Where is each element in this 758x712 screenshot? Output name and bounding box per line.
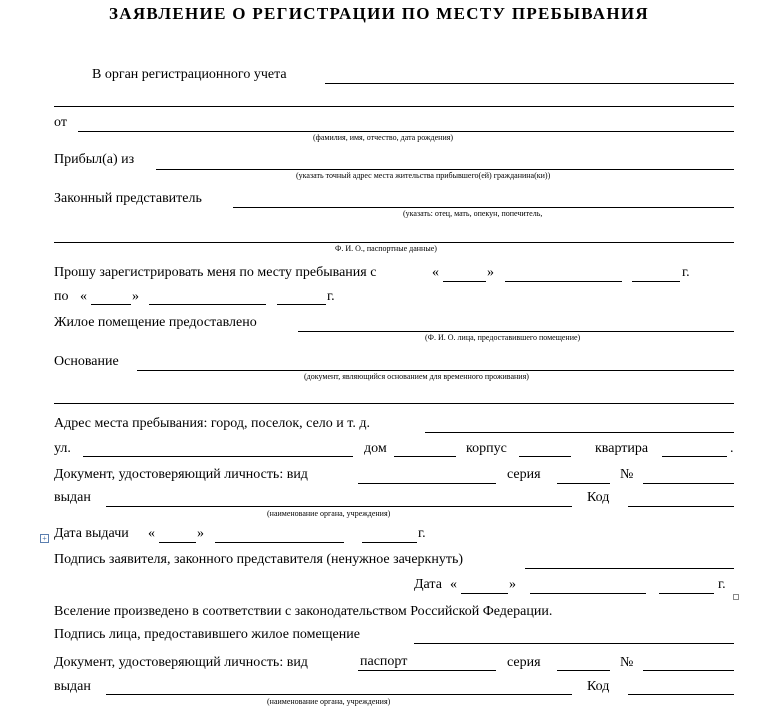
provider-signature-label: Подпись лица, предоставившего жилое помещение [54, 627, 360, 642]
address-field[interactable] [425, 432, 734, 433]
rep-caption-2: Ф. И. О., паспортные данные) [335, 244, 437, 253]
authority-field-line2[interactable] [54, 106, 734, 107]
building-label: корпус [466, 441, 507, 456]
issue-day-open-quote: « [148, 526, 155, 541]
arrived-caption: (указать точный адрес места жительства прибывшего(ей) гражданина(ки)) [296, 171, 551, 180]
issued-caption: (наименование органа, учреждения) [267, 509, 391, 518]
apartment-label: квартира [595, 441, 649, 456]
from-month-field[interactable] [505, 281, 622, 282]
cell-end-marker [733, 594, 739, 600]
sign-day-close-quote: » [509, 577, 516, 592]
address-period: . [730, 441, 734, 456]
from-year-field[interactable] [632, 281, 680, 282]
authority-label: В орган регистрационного учета [92, 67, 287, 82]
until-day-open-quote: « [80, 289, 87, 304]
basis-caption: (документ, являющийся основанием для временного проживания) [304, 372, 529, 381]
basis-label: Основание [54, 354, 119, 369]
address-label: Адрес места пребывания: город, поселок, село и т. д. [54, 416, 370, 431]
provider-code-field[interactable] [628, 694, 734, 695]
code-label: Код [587, 490, 610, 505]
provider-number-label: № [620, 655, 634, 670]
house-field[interactable] [394, 456, 456, 457]
house-label: дом [364, 441, 387, 456]
provider-issued-label: выдан [54, 679, 91, 694]
provider-issued-caption: (наименование органа, учреждения) [267, 697, 391, 706]
rep-caption: (указать: отец, мать, опекун, попечитель, [403, 209, 543, 218]
sign-day-field[interactable] [461, 593, 508, 594]
from-label: от [54, 115, 67, 130]
arrived-field[interactable] [156, 169, 734, 170]
id-doc-label: Документ, удостоверяющий личность: вид [54, 467, 308, 482]
id-doc-type-field[interactable] [358, 483, 496, 484]
provider-issued-field[interactable] [106, 694, 572, 695]
from-day-close-quote: » [487, 265, 494, 280]
settlement-text: Вселение произведено в соответствии с законодательством Российской Федерации. [54, 604, 553, 619]
until-day-close-quote: » [132, 289, 139, 304]
table-move-handle-icon[interactable]: + [40, 534, 49, 543]
until-year-field[interactable] [277, 304, 326, 305]
issued-field[interactable] [106, 506, 572, 507]
provider-id-doc-type-field[interactable] [358, 670, 496, 671]
street-label: ул. [54, 441, 71, 456]
basis-field[interactable] [137, 370, 734, 371]
issue-month-field[interactable] [215, 542, 344, 543]
sign-day-open-quote: « [450, 577, 457, 592]
street-field[interactable] [83, 456, 353, 457]
issue-year-field[interactable] [362, 542, 417, 543]
until-label: по [54, 289, 69, 304]
building-field[interactable] [519, 456, 571, 457]
request-text: Прошу зарегистрировать меня по месту пребывания с [54, 265, 377, 280]
provider-number-field[interactable] [643, 670, 734, 671]
rep-field-line2[interactable] [54, 242, 734, 243]
issue-date-label: Дата выдачи [54, 526, 129, 541]
housing-field[interactable] [298, 331, 734, 332]
sign-year-suffix: г. [718, 577, 726, 592]
basis-field-line2[interactable] [54, 403, 734, 404]
rep-field[interactable] [233, 207, 734, 208]
issue-day-field[interactable] [159, 542, 196, 543]
from-day-open-quote: « [432, 265, 439, 280]
issued-label: выдан [54, 490, 91, 505]
until-year-suffix: г. [327, 289, 335, 304]
until-day-field[interactable] [91, 304, 131, 305]
until-month-field[interactable] [149, 304, 266, 305]
provider-code-label: Код [587, 679, 610, 694]
housing-caption: (Ф. И. О. лица, предоставившего помещение) [425, 333, 581, 342]
apartment-field[interactable] [662, 456, 727, 457]
sign-year-field[interactable] [659, 593, 714, 594]
series-label: серия [507, 467, 541, 482]
from-year-suffix: г. [682, 265, 690, 280]
arrived-label: Прибыл(а) из [54, 152, 135, 167]
provider-series-label: серия [507, 655, 541, 670]
provider-id-doc-type-value[interactable]: паспорт [360, 654, 408, 669]
number-label: № [620, 467, 634, 482]
authority-field[interactable] [325, 83, 734, 84]
series-field[interactable] [557, 483, 610, 484]
signature-label: Подпись заявителя, законного представителя (ненужное зачеркнуть) [54, 552, 464, 567]
date-label: Дата [414, 577, 442, 592]
provider-signature-field[interactable] [414, 643, 734, 644]
provider-id-doc-label: Документ, удостоверяющий личность: вид [54, 655, 308, 670]
issue-year-suffix: г. [418, 526, 426, 541]
housing-label: Жилое помещение предоставлено [54, 315, 257, 330]
form-title: ЗАЯВЛЕНИЕ О РЕГИСТРАЦИИ ПО МЕСТУ ПРЕБЫВАНИЯ [109, 4, 649, 23]
signature-field[interactable] [525, 568, 734, 569]
number-field[interactable] [643, 483, 734, 484]
sign-month-field[interactable] [530, 593, 646, 594]
from-caption: (фамилия, имя, отчество, дата рождения) [313, 133, 454, 142]
issue-day-close-quote: » [197, 526, 204, 541]
provider-series-field[interactable] [557, 670, 610, 671]
rep-label: Законный представитель [54, 191, 202, 206]
from-field[interactable] [78, 131, 734, 132]
from-day-field[interactable] [443, 281, 486, 282]
code-field[interactable] [628, 506, 734, 507]
